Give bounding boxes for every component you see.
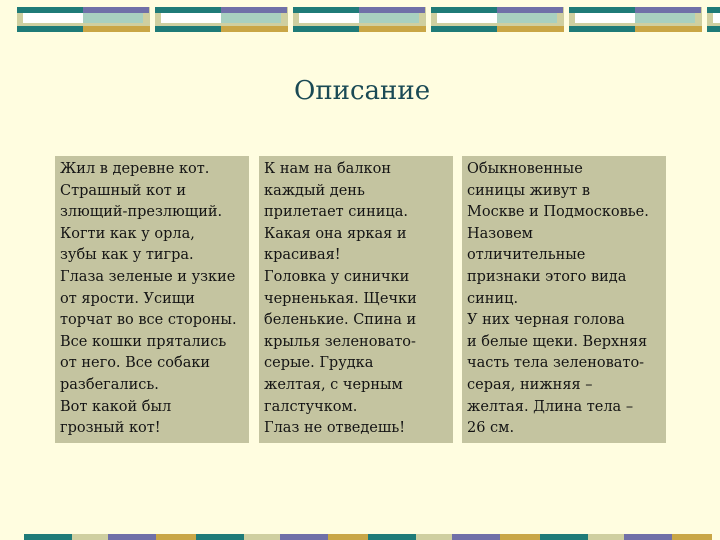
band-tile — [569, 7, 702, 32]
column-text: Обыкновенные синицы живут в Москве и Подмосковье. Назовем отличительные признаки этого вида синиц. У них черная голова и белые щеки. Верхняя часть тела зеленовато- серая, нижняя – желтая. Длина тела – 26 см. — [467, 161, 649, 437]
text-column-tit-balcony — [259, 156, 453, 443]
band-tile — [17, 7, 150, 32]
band-tile-partial — [707, 7, 720, 32]
top-decorative-band — [0, 0, 720, 38]
text-column-cat — [55, 156, 249, 443]
band-tile — [431, 7, 564, 32]
text-column-tit-description — [462, 156, 666, 443]
slide-title-text: Описание — [294, 76, 431, 106]
column-text: Жил в деревне кот. Страшный кот и злющий-презлющий. Когти как у орла, зубы как у тигра. Глаза зеленые и узкие от ярости. Усищи торчат во все стороны. Все кошки прятались от него. Все собаки разбегались. Вот какой был грозный кот! — [60, 161, 237, 437]
column-text: К нам на балкон каждый день прилетает синица. Какая она яркая и красивая! Головка у синички черненькая. Щечки беленькие. Спина и крылья зеленовато- серые. Грудка желтая, с черным галстучком. Глаз не отведешь! — [264, 161, 417, 437]
band-tile — [155, 7, 288, 32]
band-tile — [293, 7, 426, 32]
bottom-decorative-band — [0, 526, 720, 540]
